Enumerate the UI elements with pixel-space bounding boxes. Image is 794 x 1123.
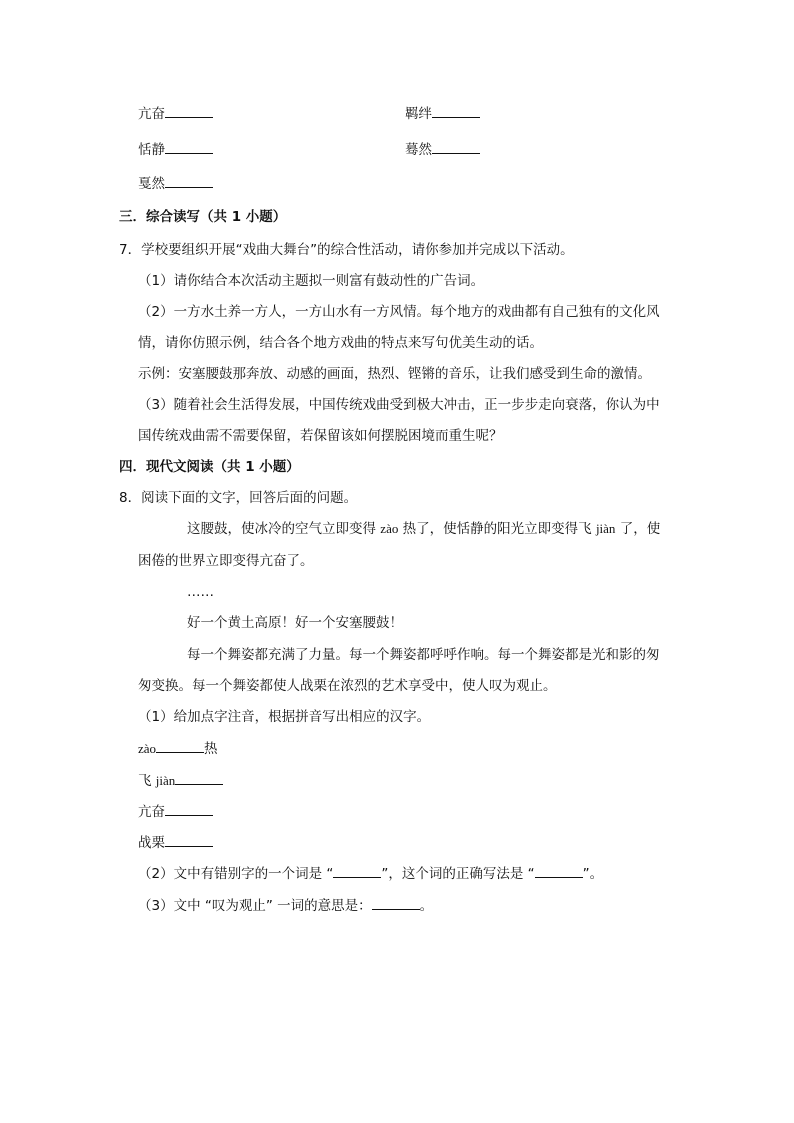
- question-text: 。: [419, 898, 434, 914]
- pinyin: jiàn: [595, 521, 616, 536]
- vocab-word: 蓦然: [405, 142, 432, 158]
- passage-paragraph-1-line2: 困倦的世界立即变得亢奋了。: [138, 553, 314, 569]
- question-7-sub2-line1: （2）一方水土养一方人，一方山水有一方风情。每个地方的戏曲都有自己独有的文化风: [138, 304, 660, 320]
- answer-blank: [156, 738, 204, 753]
- pinyin: zào: [138, 741, 157, 756]
- passage-paragraph-2: 好一个黄土高原！好一个安塞腰鼓！: [187, 615, 403, 631]
- answer-blank: [432, 139, 480, 154]
- answer-blank: [175, 770, 223, 785]
- question-7-sub1: （1）请你结合本次活动主题拟一则富有鼓动性的广告词。: [138, 273, 485, 289]
- vocab-word: 亢奋: [138, 106, 165, 122]
- answer-item-kangfen: [138, 801, 213, 822]
- answer-blank: [165, 801, 213, 816]
- vocab-word: 羁绊: [405, 106, 432, 122]
- answer-suffix: 热: [204, 741, 218, 757]
- vocab-item-kangfen: [138, 103, 213, 124]
- question-text: （2）文中有错别字的一个词是 “: [138, 866, 334, 882]
- answer-blank: [372, 895, 420, 910]
- vocab-word: 亢奋: [138, 804, 165, 820]
- section-heading-3: 三．综合读写（共 1 小题）: [119, 209, 287, 225]
- vocab-item-jiban: [405, 103, 480, 124]
- question-7-example: 示例：安塞腰鼓那奔放、动感的画面，热烈、铿锵的音乐，让我们感受到生命的激情。: [138, 366, 651, 382]
- vocab-item-tianjing: [138, 139, 213, 160]
- answer-blank: [165, 139, 213, 154]
- answer-blank: [165, 173, 213, 188]
- question-8-sub1: （1）给加点字注音，根据拼音写出相应的汉字。: [138, 709, 431, 725]
- answer-item-zao: [138, 738, 218, 759]
- vocab-item-moran: [405, 139, 480, 160]
- answer-prefix: 飞: [138, 773, 156, 789]
- pinyin: jiàn: [155, 773, 176, 788]
- answer-blank: [165, 103, 213, 118]
- vocab-word: 战栗: [138, 835, 165, 851]
- vocab-item-jiaran: [138, 173, 213, 194]
- answer-item-jian: [138, 770, 223, 791]
- answer-blank: [333, 863, 381, 878]
- passage-text: 这腰鼓，使冰冷的空气立即变得: [187, 521, 381, 537]
- answer-blank: [165, 832, 213, 847]
- pinyin: zào: [380, 521, 399, 536]
- question-8-sub2: [138, 863, 603, 884]
- question-7-sub2-line2: 情，请你仿照示例，结合各个地方戏曲的特点来写句优美生动的话。: [138, 335, 543, 351]
- question-8-stem: 8．阅读下面的文字，回答后面的问题。: [119, 490, 358, 506]
- question-text: ”，这个词的正确写法是 “: [381, 866, 535, 882]
- passage-text: 了，使: [615, 521, 661, 537]
- vocab-word: 戛然: [138, 176, 165, 192]
- answer-blank: [535, 863, 583, 878]
- question-7-stem: 7．学校要组织开展“戏曲大舞台”的综合性活动，请你参加并完成以下活动。: [119, 242, 574, 258]
- passage-paragraph-1-line1: [187, 519, 660, 539]
- question-7-sub3-line1: （3）随着社会生活得发展，中国传统戏曲受到极大冲击，正一步步走向衰落，你认为中: [138, 397, 660, 413]
- question-8-sub3: [138, 895, 433, 916]
- section-heading-4: 四．现代文阅读（共 1 小题）: [119, 459, 300, 475]
- question-text: （3）文中 “叹为观止” 一词的意思是：: [138, 898, 372, 914]
- question-text: ”。: [582, 866, 604, 882]
- passage-ellipsis: ……: [187, 584, 214, 600]
- passage-paragraph-3-line1: 每一个舞姿都充满了力量。每一个舞姿都呼呼作响。每一个舞姿都是光和影的匆: [187, 647, 660, 663]
- answer-blank: [432, 103, 480, 118]
- passage-paragraph-3-line2: 匆变换。每一个舞姿都使人战栗在浓烈的艺术享受中，使人叹为观止。: [138, 678, 557, 694]
- passage-text: 热了，使恬静的阳光立即变得飞: [398, 521, 596, 537]
- answer-item-zhanli: [138, 832, 213, 853]
- question-7-sub3-line2: 国传统戏曲需不需要保留，若保留该如何摆脱困境而重生呢？: [138, 428, 503, 444]
- vocab-word: 恬静: [138, 142, 165, 158]
